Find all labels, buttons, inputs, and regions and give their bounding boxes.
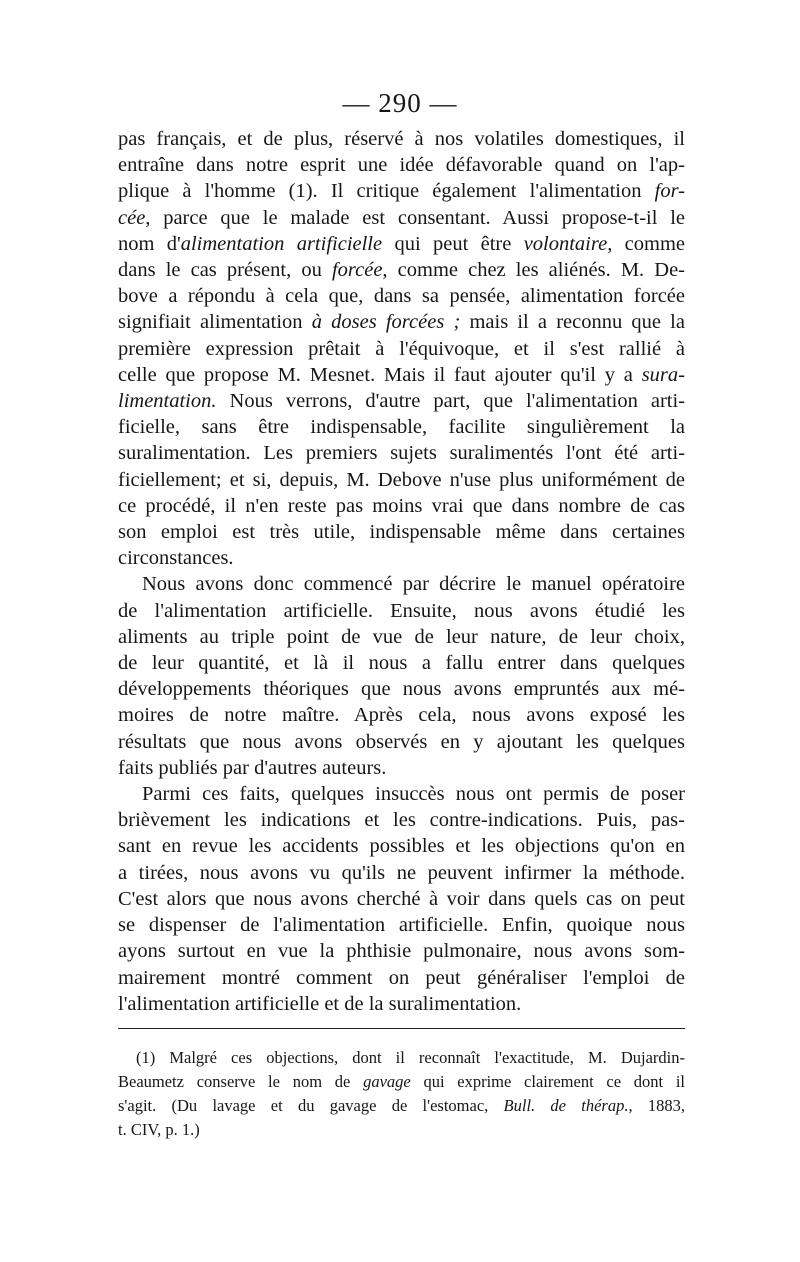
text-line: ficielle, sans être indispensable, facilite singulièrement la [118, 416, 685, 439]
page-number: — 290 — [342, 88, 458, 118]
text-line: cée, parce que le malade est consentant. Aussi propose-t-il le [118, 206, 685, 229]
text-line: développements théoriques que nous avons empruntés aux mé- [118, 678, 685, 701]
text-line: mairement montré comment on peut généraliser l'emploi de [118, 966, 685, 989]
text-line: plique à l'homme (1). Il critique également l'alimentation for- [118, 180, 685, 203]
text-line: entraîne dans notre esprit une idée défavorable quand on l'ap- [118, 154, 685, 177]
text-line: sant en revue les accidents possibles et les objections qu'on en [118, 835, 685, 858]
text-line: se dispenser de l'alimentation artificielle. Enfin, quoique nous [118, 914, 685, 937]
text-line: Nous avons donc commencé par décrire le manuel opératoire [142, 573, 685, 596]
text-line: suralimentation. Les premiers sujets suralimentés l'ont été arti- [118, 442, 685, 465]
body-text [118, 126, 685, 1017]
text-line: ayons surtout en vue la phthisie pulmonaire, nous avons som- [118, 940, 685, 963]
text-line: a tirées, nous avons vu qu'ils ne peuvent infirmer la méthode. [118, 861, 685, 884]
text-line: Parmi ces faits, quelques insuccès nous ont permis de poser [142, 783, 685, 806]
text-line: de leur quantité, et là il nous a fallu entrer dans quelques [118, 652, 685, 675]
text-line: son emploi est très utile, indispensable même dans certaines [118, 521, 685, 544]
text-line: résultats que nous avons observés en y ajoutant les quelques [118, 730, 685, 753]
footnote [118, 1046, 685, 1142]
text-line: première expression prêtait à l'équivoque, et il s'est rallié à [118, 337, 685, 360]
text-line: signifiait alimentation à doses forcées ; mais il a reconnu que la [118, 311, 685, 334]
text-line: C'est alors que nous avons cherché à voir dans quels cas on peut [118, 887, 685, 910]
text-line: ce procédé, il n'en reste pas moins vrai que dans nombre de cas [118, 494, 685, 517]
text-line: ficiellement; et si, depuis, M. Debove n'use plus uniformément de [118, 468, 685, 491]
text-line: celle que propose M. Mesnet. Mais il faut ajouter qu'il y a sura- [118, 363, 685, 386]
text-line: pas français, et de plus, réservé à nos volatiles domestiques, il [118, 128, 685, 150]
text-line: moires de notre maître. Après cela, nous avons exposé les [118, 704, 685, 727]
text-line: nom d'alimentation artificielle qui peut être volontaire, comme [118, 232, 686, 255]
text-line: faits publiés par d'autres auteurs. [118, 756, 387, 779]
text-line: dans le cas présent, ou forcée, comme chez les aliénés. M. De- [118, 259, 686, 282]
text-line: bove a répondu à cela que, dans sa pensée, alimentation forcée [118, 285, 685, 308]
footnote-line: s'agit. (Du lavage et du gavage de l'estomac, Bull. de thérap., 1883, [118, 1096, 685, 1115]
text-line: limentation. Nous verrons, d'autre part, que l'alimentation arti- [118, 390, 685, 413]
footnote-line: (1) Malgré ces objections, dont il reconnaît l'exactitude, M. Dujardin- [136, 1048, 685, 1067]
text-line: brièvement les indications et les contre-indications. Puis, pas- [118, 809, 685, 832]
footnote-line: Beaumetz conserve le nom de gavage qui exprime clairement ce dont il [118, 1072, 686, 1091]
text-line: circonstances. [118, 547, 234, 570]
text-line: aliments au triple point de vue de leur nature, de leur choix, [118, 625, 685, 648]
text-line: l'alimentation artificielle et de la suralimentation. [118, 992, 522, 1015]
text-line: de l'alimentation artificielle. Ensuite, nous avons étudié les [118, 599, 685, 622]
footnote-rule [118, 1028, 685, 1029]
footnote-line: t. CIV, p. 1.) [118, 1120, 200, 1139]
